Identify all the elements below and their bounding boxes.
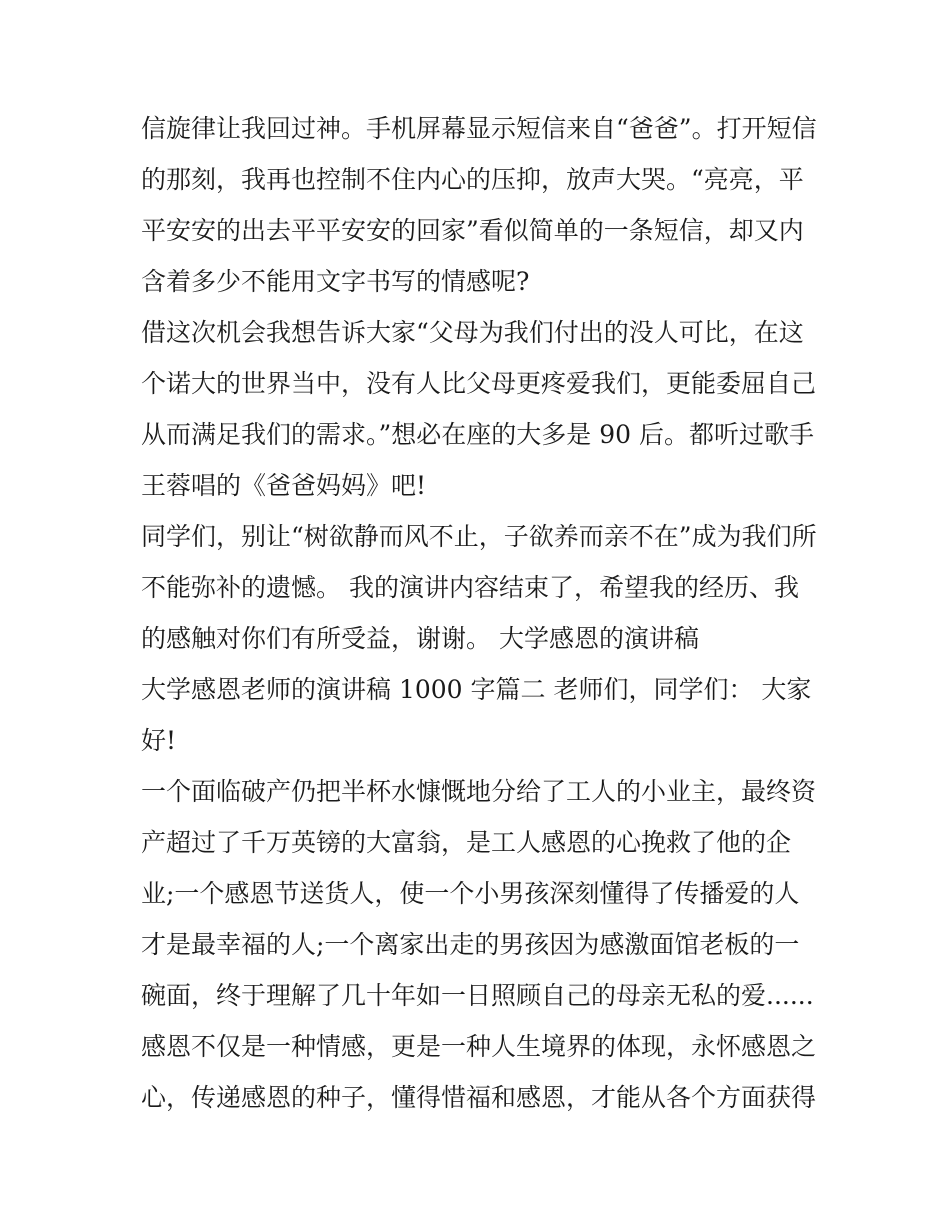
text-line: 感恩不仅是一种情感，更是一种人生境界的体现，永怀感恩之 — [141, 1032, 817, 1061]
text-line: 个诺大的世界当中，没有人比父母更疼爱我们，更能委屈自己 — [141, 369, 817, 398]
text-line: 才是最幸福的人;一个离家出走的男孩因为感激面馆老板的一 — [141, 930, 800, 959]
text-line: 好! — [141, 726, 177, 755]
text-line: 不能弥补的遗憾。 我的演讲内容结束了，希望我的经历、我 — [141, 573, 799, 602]
text-line: 借这次机会我想告诉大家“父母为我们付出的没人可比，在这 — [141, 318, 804, 347]
text-line: 碗面，终于理解了几十年如一日照顾自己的母亲无私的爱...... — [141, 981, 814, 1010]
text-line: 一个面临破产仍把半杯水慷慨地分给了工人的小业主，最终资 — [141, 777, 817, 806]
text-line: 从而满足我们的需求。”想必在座的大多是 90 后。都听过歌手 — [141, 420, 814, 449]
text-line: 同学们，别让“树欲静而风不止，子欲养而亲不在”成为我们所 — [141, 522, 817, 551]
text-line: 业;一个感恩节送货人，使一个小男孩深刻懂得了传播爱的人 — [141, 879, 800, 908]
text-line: 平安安的出去平平安安的回家”看似简单的一条短信，却又内 — [141, 216, 804, 245]
text-line: 大学感恩老师的演讲稿 1000 字篇二 老师们，同学们： 大家 — [141, 675, 812, 704]
text-line: 的感触对你们有所受益，谢谢。 大学感恩的演讲稿 — [141, 624, 699, 653]
text-line: 信旋律让我回过神。手机屏幕显示短信来自“爸爸”。打开短信 — [141, 114, 817, 143]
text-line: 含着多少不能用文字书写的情感呢? — [141, 267, 530, 296]
text-line: 产超过了千万英镑的大富翁，是工人感恩的心挽救了他的企 — [141, 828, 792, 857]
text-line: 王蓉唱的《爸爸妈妈》吧! — [141, 471, 427, 500]
body-text — [141, 103, 821, 1123]
text-line: 的那刻，我再也控制不住内心的压抑，放声大哭。“亮亮，平 — [141, 165, 804, 194]
text-line: 心，传递感恩的种子，懂得惜福和感恩，才能从各个方面获得 — [141, 1083, 817, 1112]
